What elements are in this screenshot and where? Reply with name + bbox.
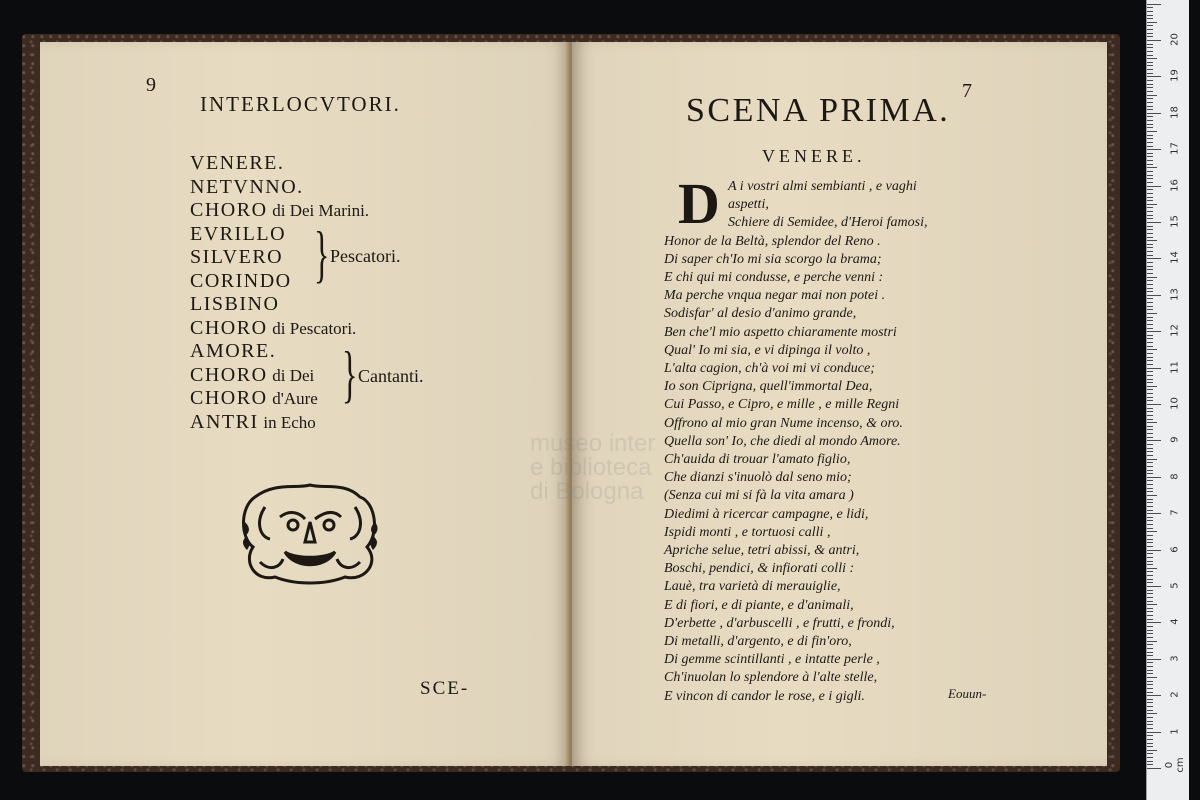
watermark-line: di Bologna	[530, 478, 644, 505]
ruler-tick	[1147, 699, 1153, 700]
ruler-tick	[1147, 47, 1153, 48]
cast-item: CHORO di Dei Marini.	[190, 199, 370, 221]
ruler-tick	[1147, 553, 1153, 554]
ruler-tick	[1147, 713, 1157, 714]
ruler-tick	[1147, 502, 1153, 503]
ruler-tick	[1147, 156, 1153, 157]
ruler-tick	[1147, 717, 1153, 718]
ruler-tick	[1147, 666, 1153, 667]
ruler-tick	[1147, 611, 1153, 612]
ruler-tick	[1147, 153, 1153, 154]
ruler-tick	[1147, 353, 1153, 354]
ruler-tick	[1147, 324, 1153, 325]
ruler-tick	[1147, 251, 1153, 252]
ruler-tick	[1147, 622, 1161, 623]
ruler-tick	[1147, 510, 1153, 511]
ruler-tick	[1147, 386, 1157, 387]
verse-line: Ch'inuolan lo splendore à l'alte stelle,	[664, 670, 878, 686]
scene-title: SCENA PRIMA.	[686, 92, 951, 129]
ruler-tick	[1147, 488, 1153, 489]
cast-item: ANTRI in Echo	[190, 410, 316, 433]
ruler-tick	[1147, 692, 1153, 693]
ruler-tick	[1147, 51, 1153, 52]
ruler-tick	[1147, 652, 1153, 653]
ruler-tick	[1147, 244, 1153, 245]
ruler-tick	[1147, 62, 1153, 63]
ruler-tick	[1147, 186, 1161, 187]
ruler-tick	[1147, 684, 1153, 685]
ruler-tick	[1147, 721, 1153, 722]
ruler-tick	[1147, 215, 1153, 216]
cast-item: VENERE.	[190, 152, 285, 174]
ruler-tick	[1147, 164, 1153, 165]
ruler-tick	[1147, 320, 1153, 321]
ruler-tick	[1147, 349, 1157, 350]
ruler-tick	[1147, 379, 1153, 380]
ruler-tick	[1147, 277, 1157, 278]
verse-line: Di metalli, d'argento, e di fin'oro,	[664, 634, 852, 650]
ruler-tick	[1147, 615, 1153, 616]
pescatori-label: Pescatori.	[330, 246, 401, 266]
ruler-tick	[1147, 597, 1153, 598]
ruler-tick	[1147, 255, 1153, 256]
verse-line: Diedimi à ricercar campagne, e lidi,	[664, 506, 869, 522]
cast-item: CHORO di Pescatori.	[190, 316, 357, 339]
ruler-tick	[1147, 520, 1153, 521]
verse-line: Di gemme scintillanti , e intatte perle ,	[664, 652, 880, 668]
ruler-tick	[1147, 207, 1153, 208]
ruler-tick	[1147, 491, 1153, 492]
ruler-tick	[1147, 619, 1153, 620]
ruler-tick	[1147, 84, 1153, 85]
ruler-tick	[1147, 371, 1153, 372]
ruler-tick	[1147, 247, 1153, 248]
verse-line: D'erbette , d'arbuscelli , e frutti, e frondi,	[664, 615, 895, 631]
ruler-tick	[1147, 222, 1161, 223]
ruler-number: 19	[1169, 69, 1181, 83]
ruler-tick	[1147, 200, 1153, 201]
ruler-number: 12	[1169, 324, 1181, 338]
ruler-number: 9	[1169, 436, 1181, 444]
ruler-tick	[1147, 659, 1161, 660]
ruler-tick	[1147, 473, 1153, 474]
cast-item: CORINDO	[190, 269, 292, 292]
ruler-tick	[1147, 688, 1153, 689]
verse-line: Cui Passo, e Cipro, e mille , e mille Regni	[664, 397, 900, 413]
left-page-number: 9	[146, 74, 156, 96]
ruler-tick	[1147, 280, 1153, 281]
ruler-number: 4	[1169, 618, 1181, 626]
ruler-tick	[1147, 524, 1153, 525]
ruler-tick	[1147, 408, 1153, 409]
verse-line: Apriche selue, tetri abissi, & antri,	[664, 543, 860, 559]
ruler-tick	[1147, 328, 1153, 329]
verse-line: E vincon di candor le rose, e i gigli.	[664, 688, 865, 704]
ruler-tick	[1147, 266, 1153, 267]
ruler-tick	[1147, 175, 1153, 176]
ruler-tick	[1147, 109, 1153, 110]
ruler-tick	[1147, 724, 1153, 725]
ruler-number: 8	[1169, 473, 1181, 480]
ruler-tick	[1147, 561, 1153, 562]
verse-line: E di fiori, e di piante, e d'animali,	[664, 597, 854, 613]
ruler-tick	[1147, 542, 1153, 543]
ruler-tick	[1147, 695, 1161, 696]
ruler-tick	[1147, 69, 1153, 70]
ruler-tick	[1147, 226, 1153, 227]
ruler-tick	[1147, 58, 1157, 59]
ruler-number: 2	[1169, 691, 1181, 698]
ruler-tick	[1147, 451, 1153, 452]
verse-line: Io son Ciprigna, quell'immortal Dea,	[664, 379, 873, 395]
ruler-tick	[1147, 550, 1161, 551]
ruler-tick	[1147, 346, 1153, 347]
ruler-tick	[1147, 626, 1153, 627]
ruler-tick	[1147, 40, 1161, 41]
verse-line: Sodisfar' al desio d'animo grande,	[664, 306, 857, 322]
ruler-number: 7	[1169, 509, 1181, 516]
ruler-tick	[1147, 65, 1153, 66]
ruler-tick	[1147, 15, 1153, 16]
ruler-tick	[1147, 768, 1161, 769]
ruler-tick	[1147, 116, 1153, 117]
right-page	[572, 42, 1107, 766]
ruler-tick	[1147, 240, 1157, 241]
ruler-tick	[1147, 437, 1153, 438]
ruler-tick	[1147, 455, 1153, 456]
ruler-tick	[1147, 124, 1153, 125]
ruler-tick	[1147, 76, 1161, 77]
ruler-tick	[1147, 480, 1153, 481]
ruler-number: 3	[1169, 655, 1181, 662]
verse-line: L'alta cagion, ch'à voi mi vi conduce;	[664, 361, 875, 377]
ruler-tick	[1147, 342, 1153, 343]
ruler-tick	[1147, 571, 1153, 572]
cantanti-label: Cantanti.	[358, 366, 424, 386]
ruler-tick	[1147, 36, 1153, 37]
ruler-tick	[1147, 579, 1153, 580]
watermark-line: museo inter	[530, 430, 656, 457]
left-page	[40, 42, 570, 766]
drop-cap: D	[678, 171, 720, 236]
ruler-tick	[1147, 604, 1157, 605]
ruler-tick	[1147, 204, 1157, 205]
ruler-tick	[1147, 113, 1161, 114]
ruler-tick	[1147, 633, 1153, 634]
ruler-tick	[1147, 459, 1157, 460]
ruler-tick	[1147, 288, 1153, 289]
ruler-tick	[1147, 433, 1153, 434]
ruler-tick	[1147, 630, 1153, 631]
verse-line: Quella son' Io, che diedi al mondo Amore.	[664, 433, 901, 449]
ruler-tick	[1147, 528, 1153, 529]
ruler-tick	[1147, 681, 1153, 682]
ruler-number: 11	[1169, 360, 1181, 374]
ruler-tick	[1147, 331, 1161, 332]
ruler-tick	[1147, 18, 1153, 19]
ruler-tick	[1147, 229, 1153, 230]
verse-line: Di saper ch'Io mi sia scorgo la brama;	[664, 251, 882, 267]
ruler-tick	[1147, 73, 1153, 74]
ruler-tick	[1147, 590, 1153, 591]
ruler-tick	[1147, 182, 1153, 183]
verse-line: Schiere di Semidee, d'Heroi famosi,	[728, 215, 928, 231]
ruler-tick	[1147, 262, 1153, 263]
ruler-tick	[1147, 167, 1157, 168]
ruler-number: 17	[1169, 142, 1181, 156]
ruler-tick	[1147, 291, 1153, 292]
ruler-tick	[1147, 127, 1153, 128]
ruler-tick	[1147, 411, 1153, 412]
cast-item: CHORO d'Aure	[190, 387, 318, 409]
ruler-tick	[1147, 11, 1153, 12]
ruler-tick	[1147, 484, 1153, 485]
ruler-tick	[1147, 662, 1153, 663]
ruler-tick	[1147, 444, 1153, 445]
ruler-tick	[1147, 302, 1153, 303]
ruler-tick	[1147, 80, 1153, 81]
ruler-tick	[1147, 495, 1157, 496]
left-catchword: SCE-	[420, 678, 470, 699]
ruler-tick	[1147, 739, 1153, 740]
ruler-tick	[1147, 641, 1157, 642]
ruler-tick	[1147, 710, 1153, 711]
ruler-tick	[1147, 306, 1153, 307]
ruler-tick	[1147, 382, 1153, 383]
verse-line: Offrono al mio gran Nume incenso, & oro.	[664, 415, 903, 431]
ruler-number: 14	[1169, 251, 1181, 265]
ruler-tick	[1147, 677, 1157, 678]
ruler-tick	[1147, 368, 1161, 369]
ruler-number: 13	[1169, 287, 1181, 301]
ruler-tick	[1147, 593, 1153, 594]
ruler-tick	[1147, 393, 1153, 394]
ruler-tick	[1147, 44, 1153, 45]
ruler-tick	[1147, 317, 1153, 318]
ruler-tick	[1147, 91, 1153, 92]
ruler-tick	[1147, 601, 1153, 602]
ruler-tick	[1147, 29, 1153, 30]
verse-line: A i vostri almi sembianti , e vaghi	[728, 179, 917, 194]
ruler-tick	[1147, 138, 1153, 139]
cast-item: SILVERO	[190, 246, 284, 268]
pescatori-brace: }	[314, 218, 330, 289]
ruler-tick	[1147, 706, 1153, 707]
ruler-tick	[1147, 120, 1153, 121]
ruler-tick	[1147, 146, 1153, 147]
verse-text	[664, 178, 1084, 706]
verse-line: aspetti,	[728, 197, 769, 213]
verse-line: Qual' Io mi sia, e vi dipinga il volto ,	[664, 342, 871, 358]
ruler-tick	[1147, 335, 1153, 336]
ruler-tick	[1147, 142, 1153, 143]
ruler-tick	[1147, 338, 1153, 339]
ruler-tick	[1147, 98, 1153, 99]
cast-item: NETVNNO.	[190, 175, 304, 198]
ruler-tick	[1147, 160, 1153, 161]
ruler-tick	[1147, 575, 1153, 576]
ruler-tick	[1147, 389, 1153, 390]
ruler-tick	[1147, 648, 1153, 649]
ruler-tick	[1147, 466, 1153, 467]
ruler-tick	[1147, 313, 1157, 314]
interlocutori-heading: INTERLOCVTORI.	[200, 92, 401, 116]
verse-line: Che dianzi s'inuolò dal seno mio;	[664, 470, 852, 486]
ruler-tick	[1147, 218, 1153, 219]
ruler-unit-label: 0 cm	[1164, 757, 1186, 773]
ruler-tick	[1147, 426, 1153, 427]
verse-line: E chi qui mi condusse, e perche venni :	[664, 270, 884, 286]
ruler-number: 6	[1169, 545, 1181, 553]
ruler-tick	[1147, 197, 1153, 198]
ruler-tick	[1147, 284, 1153, 285]
ruler-tick	[1147, 397, 1153, 398]
verse-line: (Senza cui mi si fà la vita amara )	[664, 488, 854, 504]
ruler-number: 16	[1169, 178, 1181, 192]
verse-line: Ch'auida di trouar l'amato figlio,	[664, 452, 851, 468]
ruler-tick	[1147, 608, 1153, 609]
cast-item: EVRILLO	[190, 222, 287, 245]
ruler-tick	[1147, 477, 1161, 478]
ruler-tick	[1147, 131, 1157, 132]
ruler-tick	[1147, 564, 1153, 565]
ruler-tick	[1147, 178, 1153, 179]
woodcut-mask-ornament	[235, 477, 385, 587]
ruler-tick	[1147, 535, 1153, 536]
cast-item: LISBINO	[190, 293, 280, 315]
ruler-tick	[1147, 106, 1153, 107]
ruler-tick	[1147, 644, 1153, 645]
ruler-tick	[1147, 422, 1157, 423]
verse-line: Honor de la Beltà, splendor del Reno .	[664, 233, 881, 249]
ruler-tick	[1147, 568, 1157, 569]
ruler-tick	[1147, 171, 1153, 172]
ruler-tick	[1147, 670, 1153, 671]
ruler-tick	[1147, 357, 1153, 358]
ruler-tick	[1147, 419, 1153, 420]
ruler-tick	[1147, 546, 1153, 547]
ruler-number: 18	[1169, 105, 1181, 119]
ruler-tick	[1147, 728, 1153, 729]
ruler-tick	[1147, 309, 1153, 310]
ruler-tick	[1147, 87, 1153, 88]
ruler-tick	[1147, 193, 1153, 194]
watermark-line: e biblioteca	[530, 454, 652, 481]
ruler-tick	[1147, 298, 1153, 299]
ruler-tick	[1147, 637, 1153, 638]
ruler-tick	[1147, 499, 1153, 500]
ruler-tick	[1147, 258, 1161, 259]
ruler-tick	[1147, 375, 1153, 376]
ruler-tick	[1147, 95, 1157, 96]
ruler-tick	[1147, 557, 1153, 558]
ruler-tick	[1147, 273, 1153, 274]
ruler-tick	[1147, 55, 1153, 56]
ruler-tick	[1147, 233, 1153, 234]
cast-item: AMORE.	[190, 340, 277, 362]
cast-item: CHORO di Dei	[190, 363, 315, 386]
ruler-tick	[1147, 539, 1153, 540]
ruler-tick	[1147, 135, 1153, 136]
measurement-ruler	[1146, 0, 1189, 800]
ruler-tick	[1147, 732, 1161, 733]
ruler-tick	[1147, 360, 1153, 361]
ruler-tick	[1147, 470, 1153, 471]
ruler-tick	[1147, 582, 1153, 583]
ruler-tick	[1147, 400, 1153, 401]
ruler-tick	[1147, 743, 1153, 744]
ruler-tick	[1147, 586, 1161, 587]
ruler-tick	[1147, 761, 1153, 762]
ruler-tick	[1147, 746, 1153, 747]
verse-line: Ben che'l mio aspetto chiaramente mostri	[664, 324, 897, 340]
ruler-tick	[1147, 764, 1153, 765]
ruler-tick	[1147, 531, 1157, 532]
verse-line: Lauè, tra varietà di merauiglie,	[664, 579, 841, 595]
verse-line: Ispidi monti , e tortuosi calli ,	[664, 524, 831, 540]
museum-watermark	[530, 432, 655, 504]
speaker-name: VENERE.	[762, 146, 866, 166]
ruler-number: 10	[1169, 397, 1181, 410]
right-catchword: Eouun-	[948, 686, 987, 701]
ruler-tick	[1147, 7, 1153, 8]
ruler-tick	[1147, 673, 1153, 674]
ruler-number: 1	[1169, 727, 1181, 735]
ruler-tick	[1147, 517, 1153, 518]
ruler-tick	[1147, 735, 1153, 736]
verse-line: Boschi, pendici, & infiorati colli :	[664, 561, 855, 577]
ruler-tick	[1147, 102, 1153, 103]
ruler-tick	[1147, 415, 1153, 416]
ruler-tick	[1147, 404, 1161, 405]
ruler-tick	[1147, 211, 1153, 212]
ruler-tick	[1147, 513, 1161, 514]
ruler-tick	[1147, 22, 1157, 23]
ruler-tick	[1147, 237, 1153, 238]
ruler-tick	[1147, 25, 1153, 26]
ruler-tick	[1147, 4, 1161, 5]
ruler-tick	[1147, 757, 1153, 758]
ruler-tick	[1147, 295, 1161, 296]
ruler-tick	[1147, 750, 1157, 751]
verse-line: Ma perche vnqua negar mai non potei .	[664, 288, 886, 304]
ruler-tick	[1147, 440, 1161, 441]
ruler-tick	[1147, 702, 1153, 703]
ruler-tick	[1147, 33, 1153, 34]
cantanti-brace: }	[342, 338, 358, 409]
ruler-tick	[1147, 364, 1153, 365]
ruler-tick	[1147, 429, 1153, 430]
ruler-tick	[1147, 753, 1153, 754]
ruler-tick	[1147, 189, 1153, 190]
ruler-number: 5	[1169, 582, 1181, 589]
ruler-tick	[1147, 149, 1161, 150]
ruler-number: 20	[1169, 33, 1181, 46]
ruler-tick	[1147, 506, 1153, 507]
ruler-tick	[1147, 462, 1153, 463]
ruler-tick	[1147, 448, 1153, 449]
ruler-tick	[1147, 655, 1153, 656]
ruler-number: 15	[1169, 215, 1181, 228]
ruler-tick	[1147, 269, 1153, 270]
right-page-number: 7	[962, 80, 972, 102]
